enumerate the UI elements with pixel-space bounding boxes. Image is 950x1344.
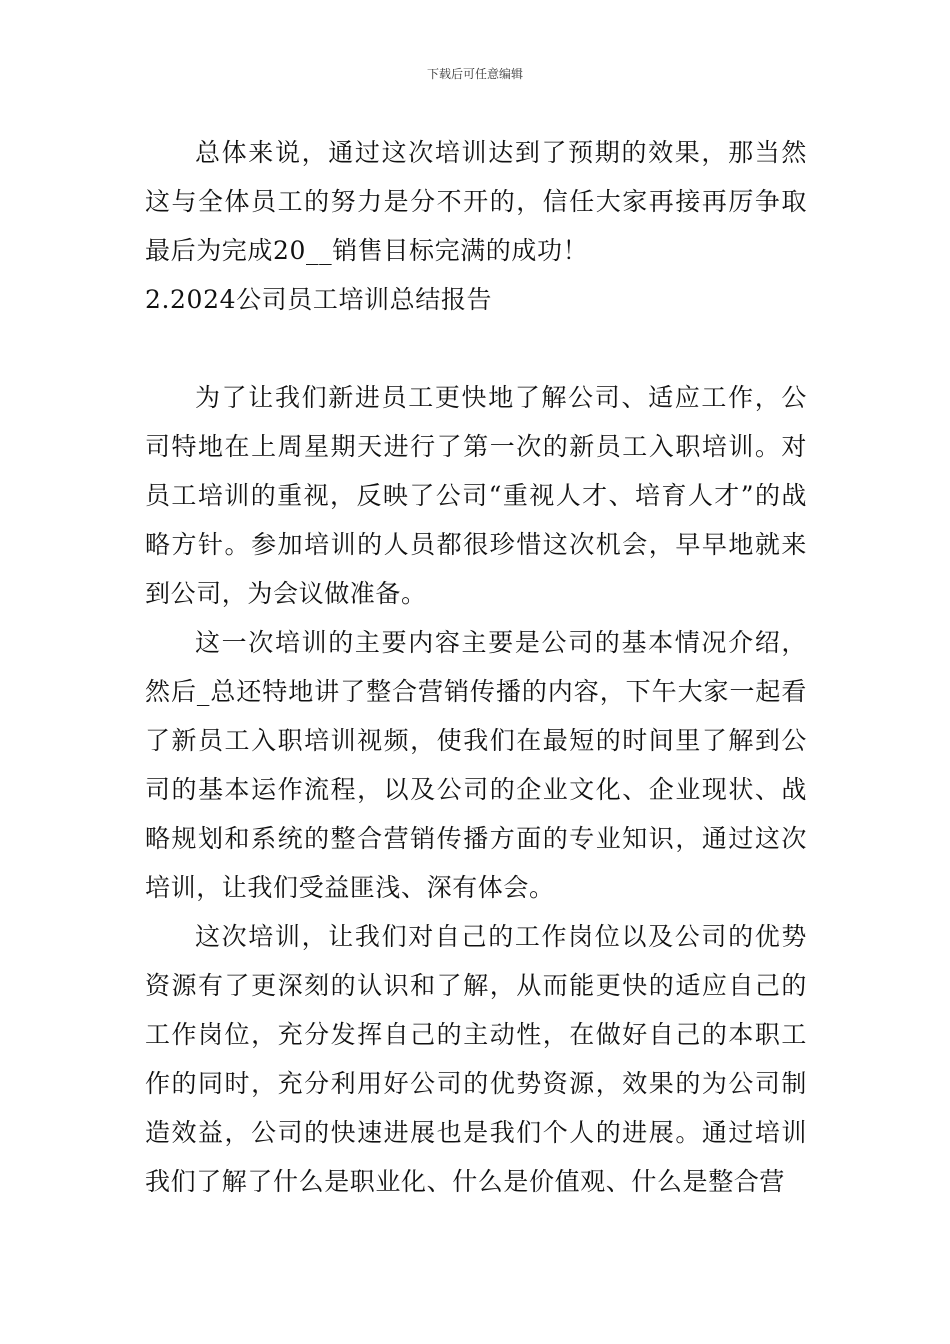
- paragraph-intro: 为了让我们新进员工更快地了解公司、适应工作，公司特地在上周星期天进行了第一次的新员工入职培训。对员工培训的重视，反映了公司“重视人才、培育人才”的战略方针。参加培训的人员都很珍惜这次机会，早早地就来到公司，为会议做准备。: [145, 383, 807, 608]
- section-title: 2.2024公司员工培训总结报告: [145, 285, 493, 314]
- blank-line: [145, 324, 807, 373]
- paragraph-content: 这一次培训的主要内容主要是公司的基本情况介绍，然后_总还特地讲了整合营销传播的内容，下午大家一起看了新员工入职培训视频，使我们在最短的时间里了解到公司的基本运作流程，以及公司的企业文化、企业现状、战略规划和系统的整合营销传播方面的专业知识，通过这次培训，让我们受益匪浅、深有体会。: [145, 628, 807, 902]
- header-note: 下载后可任意编辑: [426, 67, 523, 81]
- document-body: [145, 128, 807, 1206]
- paragraph-summary: 总体来说，通过这次培训达到了预期的效果，那当然这与全体员工的努力是分不开的，信任大家再接再厉争取最后为完成20__销售目标完满的成功！: [145, 138, 807, 265]
- paragraph-reflection: 这次培训，让我们对自己的工作岗位以及公司的优势资源有了更深刻的认识和了解，从而能更快的适应自己的工作岗位，充分发挥自己的主动性，在做好自己的本职工作的同时，充分利用好公司的优势资源，效果的为公司制造效益，公司的快速进展也是我们个人的进展。通过培训我们了解了什么是职业化、什么是价值观、什么是整合营: [145, 922, 807, 1196]
